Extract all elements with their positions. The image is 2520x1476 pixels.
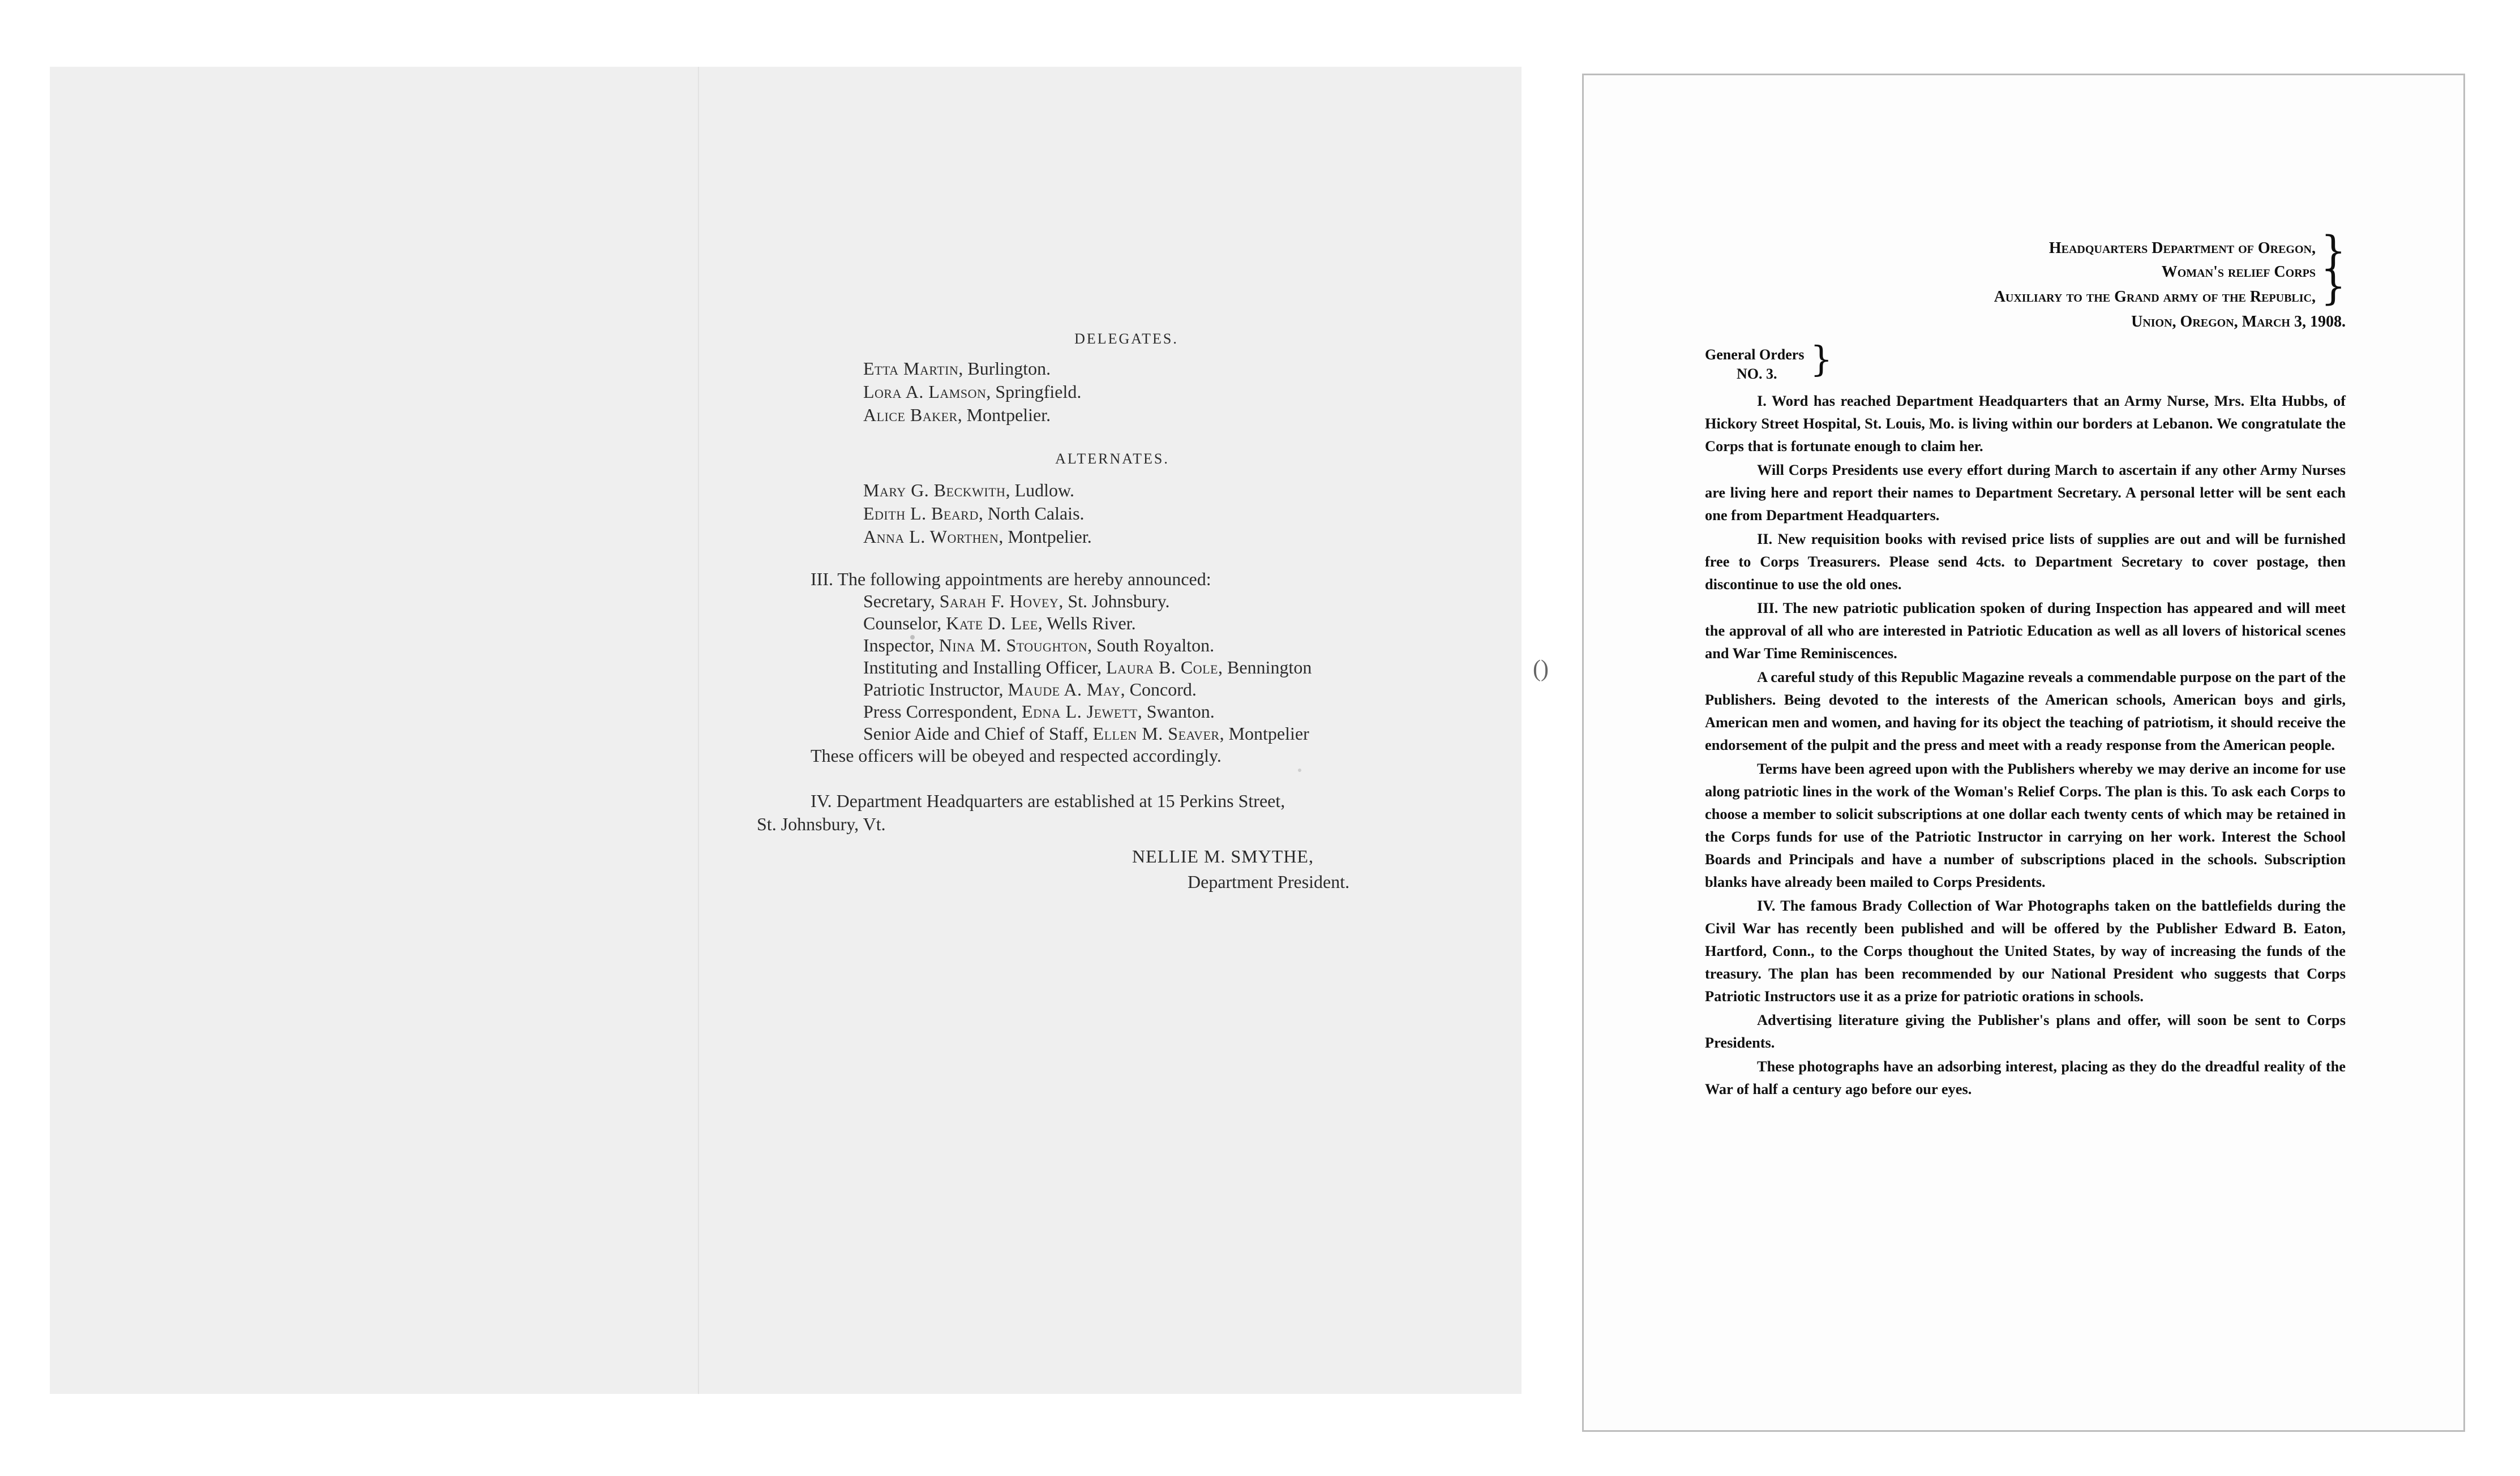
- general-orders-body: [1705, 389, 2346, 1100]
- person-name: Sarah F. Hovey: [939, 591, 1059, 611]
- appointment-line: [863, 612, 1136, 634]
- appointment-line: [863, 634, 1214, 657]
- signature-name: NELLIE M. SMYTHE,: [1132, 846, 1314, 866]
- general-orders-number: NO. 3.: [1737, 366, 1777, 382]
- role: Secretary,: [863, 591, 940, 611]
- delegate-line: [863, 404, 1051, 426]
- header-brace: }: [2321, 228, 2346, 274]
- person-name: Maude A. May: [1008, 679, 1121, 700]
- header-line: Headquarters Department of Oregon,: [2048, 239, 2316, 257]
- header-date-line: Union, Oregon, March 3, 1908.: [2131, 313, 2346, 331]
- place: , Ludlow.: [1005, 480, 1075, 500]
- section-three-intro: III. The following appointments are hereby announced:: [811, 569, 1211, 589]
- place: , Swanton.: [1137, 701, 1215, 722]
- person-name: Edith L. Beard: [863, 503, 979, 524]
- alternate-line: [863, 526, 1092, 548]
- paragraph: Terms have been agreed upon with the Publishers whereby we may derive an income for use along patriotic lines in the work of the Woman's Relief Corps. The plan is this. To ask each Corps to choose a member to solicit subscriptions at one dollar each twenty cents of which may be retained in the Corps funds for use of the Patriotic Instructor in carrying on her work. Interest the School Boards and Principals and have a number of subscriptions placed in the schools. Subscription blanks have already been mailed to Corps Presidents.: [1705, 760, 2346, 890]
- role: Instituting and Installing Officer,: [863, 657, 1107, 677]
- paragraph: I. Word has reached Department Headquarters that an Army Nurse, Mrs. Elta Hubbs, of Hickory Street Hospital, St. Louis, Mo. is living within our borders at Lebanon. We congratulate the Corps that is fortunate enough to claim her.: [1705, 392, 2346, 454]
- paragraph: III. The new patriotic publication spoken of during Inspection has appeared and will meet the approval of all who are interested in Patriotic Education as well as all lovers of historical scenes and War Time Reminiscences.: [1705, 599, 2346, 662]
- obey-line: These officers will be obeyed and respected accordingly.: [811, 745, 1222, 766]
- place: , South Royalton.: [1087, 635, 1215, 655]
- paragraph: IV. The famous Brady Collection of War Photographs taken on the battlefields during the Civil War has recently been published and will be offered by the Publisher Edward B. Eaton, Hartford, Conn., to the Corps thoughout the United States, by way of increasing the funds of the treasury. The plan has been recommended by our National President who suggests that Corps Patriotic Instructors use it as a prize for patriotic orations in schools.: [1705, 897, 2346, 1005]
- person-name: Nina M. Stoughton: [938, 635, 1088, 655]
- paragraph: Will Corps Presidents use every effort during March to ascertain if any other Army Nurses are living here and report their names to Department Secretary. A personal letter will be sent each one from Department Headquarters.: [1705, 461, 2346, 524]
- orders-brace: }: [1810, 338, 1833, 380]
- place: , St. Johnsbury.: [1058, 591, 1170, 611]
- paragraph: A careful study of this Republic Magazine reveals a commendable purpose on the part of the Publishers. Being devoted to the interests of the American schools, American boys and girls, American men and women, and having for its object the teaching of patriotism, it should receive the endorsement of the pulpit and the press and meet with a ready response from the American people.: [1705, 668, 2346, 753]
- paragraph: II. New requisition books with revised price lists of supplies are out and will be furnished free to Corps Treasurers. Please send 4cts. to Department Secretary to cover postage, then discontinue to use the old ones.: [1705, 530, 2346, 593]
- alternate-line: [863, 503, 1085, 525]
- place: , Wells River.: [1038, 613, 1136, 633]
- appointment-line: [863, 590, 1170, 612]
- delegate-line: [863, 358, 1051, 380]
- header-line: Woman's relief Corps: [2161, 263, 2316, 281]
- header-brace: }: [2321, 263, 2346, 309]
- delegates-heading: DELEGATES.: [1074, 331, 1178, 347]
- place: , Bennington: [1218, 657, 1312, 677]
- appointment-line: [863, 723, 1309, 745]
- section-four-line: St. Johnsbury, Vt.: [757, 814, 886, 834]
- delegate-line: [863, 381, 1081, 403]
- person-name: Mary G. Beckwith: [863, 480, 1006, 500]
- paragraph: These photographs have an adsorbing interest, placing as they do the dreadful reality of the War of half a century ago before our eyes.: [1705, 1058, 2346, 1097]
- person-name: Kate D. Lee: [946, 613, 1038, 633]
- speck-mark: [1298, 769, 1301, 772]
- person-name: Anna L. Worthen: [863, 526, 999, 547]
- person-name: Edna L. Jewett: [1021, 701, 1138, 722]
- place: , Burlington.: [958, 358, 1051, 379]
- person-name: Ellen M. Seaver: [1092, 723, 1220, 744]
- signature-title: Department President.: [1188, 872, 1350, 892]
- appointment-line: [863, 679, 1197, 701]
- person-name: Laura B. Cole: [1106, 657, 1218, 677]
- margin-mark: (): [1533, 656, 1549, 682]
- place: , Concord.: [1120, 679, 1197, 700]
- role: Senior Aide and Chief of Staff,: [863, 723, 1093, 744]
- place: , Springfield.: [986, 381, 1082, 402]
- header-line: Auxiliary to the Grand army of the Republic,: [1994, 288, 2316, 306]
- alternates-heading: ALTERNATES.: [1055, 450, 1169, 467]
- role: Inspector,: [863, 635, 939, 655]
- paragraph: Advertising literature giving the Publisher's plans and offer, will soon be sent to Corps Presidents.: [1705, 1011, 2346, 1051]
- place: , North Calais.: [978, 503, 1085, 524]
- appointment-line: [863, 657, 1312, 679]
- person-name: Etta Martin: [863, 358, 959, 379]
- appointment-line: [863, 701, 1215, 723]
- role: Counselor,: [863, 613, 946, 633]
- general-orders-label: General Orders: [1705, 346, 1805, 363]
- place: , Montpelier.: [998, 526, 1092, 547]
- person-name: Lora A. Lamson: [863, 381, 987, 402]
- place: , Montpelier: [1219, 723, 1309, 744]
- page-fold-shadow: [698, 67, 699, 1394]
- role: Patriotic Instructor,: [863, 679, 1008, 700]
- section-four-line: IV. Department Headquarters are established at 15 Perkins Street,: [811, 791, 1285, 811]
- place: , Montpelier.: [957, 405, 1051, 425]
- alternate-line: [863, 479, 1074, 501]
- role: Press Correspondent,: [863, 701, 1022, 722]
- person-name: Alice Baker: [863, 405, 958, 425]
